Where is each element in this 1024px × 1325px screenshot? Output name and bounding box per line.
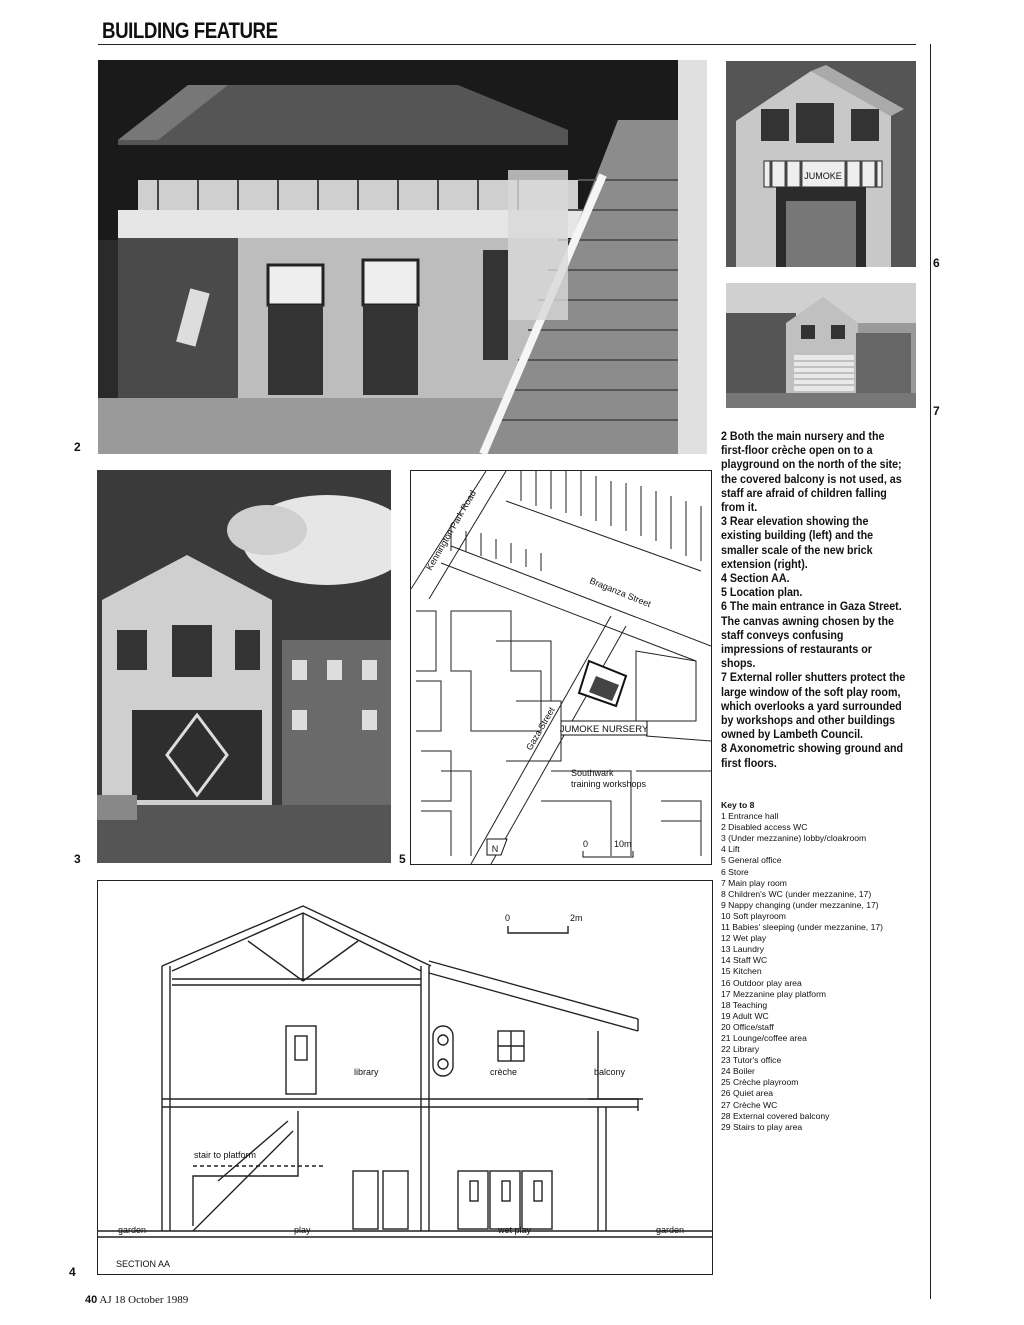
key-item: 9 Nappy changing (under mezzanine, 17) [721,899,879,910]
caption-7: 7 External roller shutters protect the large window of the soft play room, which overlooks a yard surrounded by workshops and other buildings owned by Lambeth Council. [721,672,906,742]
key-item: 11 Babies' sleeping (under mezzanine, 17) [721,922,883,933]
figure-number-3: 3 [74,852,81,866]
key-item: 16 Outdoor play area [721,977,802,988]
key-item: 7 Main play room [721,877,787,888]
key-item: 26 Quiet area [721,1088,774,1099]
photo-rear-elevation [97,470,391,863]
key-item: 22 Library [721,1044,760,1055]
figure-number-6: 6 [933,256,940,270]
plan-scale-ten: 10m [614,839,632,849]
section-label-balcony: balcony [594,1067,626,1077]
key-item: 1 Entrance hall [721,811,779,822]
figure-number-5: 5 [399,852,406,866]
key-item: 29 Stairs to play area [721,1121,803,1132]
plan-workshops-line2: training workshops [571,779,647,789]
journal-date: AJ 18 October 1989 [99,1294,189,1306]
key-item: 25 Crèche playroom [721,1077,799,1088]
plan-workshops-line1: Southwark [571,768,614,778]
page-number: 40 [85,1294,98,1306]
plan-road-gaza: Gaza Street [524,705,557,752]
key-item: 8 Children's WC (under mezzanine, 17) [721,888,872,899]
section-label-stair: stair to platform [194,1150,257,1160]
key-item: 15 Kitchen [721,966,762,977]
plan-site-label: JUMOKE NURSERY [559,724,649,735]
caption-6: 6 The main entrance in Gaza Street. The canvas awning chosen by the staff conveys confusing impressions of restaurants or shops. [721,601,902,671]
key-item: 5 General office [721,855,782,866]
key-item: 13 Laundry [721,944,765,955]
figure-number-4: 4 [69,1265,76,1279]
key-item: 12 Wet play [721,933,767,944]
section-label-library: library [354,1067,379,1077]
section-header: BUILDING FEATURE [102,18,278,43]
key-item: 27 Crèche WC [721,1099,778,1110]
caption-2: 2 Both the main nursery and the first-floor crèche open on to a playground on the north of the site; the covered balcony is not used, as staff are afraid of children falling from it. [721,431,902,515]
key-item: 3 (Under mezzanine) lobby/cloakroom [721,833,867,844]
section-label-wet-play: wet play [498,1225,532,1235]
key-item: 2 Disabled access WC [721,822,808,833]
key-item: 21 Lounge/coffee area [721,1032,807,1043]
key-items [721,811,921,1133]
north-arrow-icon: N [491,844,499,854]
section-label-garden-right: garden [656,1225,685,1235]
caption-3: 3 Rear elevation showing the existing building (left) and the smaller scale of the new brick extension (right). [721,516,874,571]
figure-captions [721,430,907,771]
plan-scale-zero: 0 [583,839,589,849]
plan-road-braganza: Braganza Street [588,575,653,610]
key-item: 10 Soft playroom [721,910,786,921]
key-item: 4 Lift [721,844,740,855]
key-item: 24 Boiler [721,1066,755,1077]
figure-number-7: 7 [933,404,940,418]
key-title: Key to 8 [721,800,755,810]
key-item: 20 Office/staff [721,1021,774,1032]
caption-8: 8 Axonometric showing ground and first floors. [721,743,904,770]
key-item: 23 Tutor's office [721,1055,782,1066]
caption-5: 5 Location plan. [721,587,803,600]
page-footer [85,1294,188,1306]
key-item: 6 Store [721,866,749,877]
photo-main-entrance [726,61,916,267]
photo-nursery-balcony [98,60,707,454]
photo-roller-shutters [726,283,916,408]
caption-4: 4 Section AA. [721,573,790,586]
section-scale-zero: 0 [505,913,511,923]
section-scale-two: 2m [570,913,583,923]
section-label-play: play [294,1225,311,1235]
section-label-creche: crèche [490,1067,518,1077]
location-plan [410,470,712,865]
figure-number-2: 2 [74,440,81,454]
key-item: 17 Mezzanine play platform [721,988,827,999]
section-drawing [97,880,713,1275]
key-list [721,800,921,1133]
section-label-garden-left: garden [118,1225,147,1235]
key-item: 14 Staff WC [721,955,768,966]
key-item: 28 External covered balcony [721,1110,830,1121]
awning-sign: JUMOKE [804,171,842,181]
header-rule [98,44,916,45]
plan-road-kennington: Kennington Park Road [424,488,479,572]
column-rule [930,44,931,1299]
key-item: 19 Adult WC [721,1010,769,1021]
key-item: 18 Teaching [721,999,768,1010]
section-title: SECTION AA [116,1259,171,1269]
